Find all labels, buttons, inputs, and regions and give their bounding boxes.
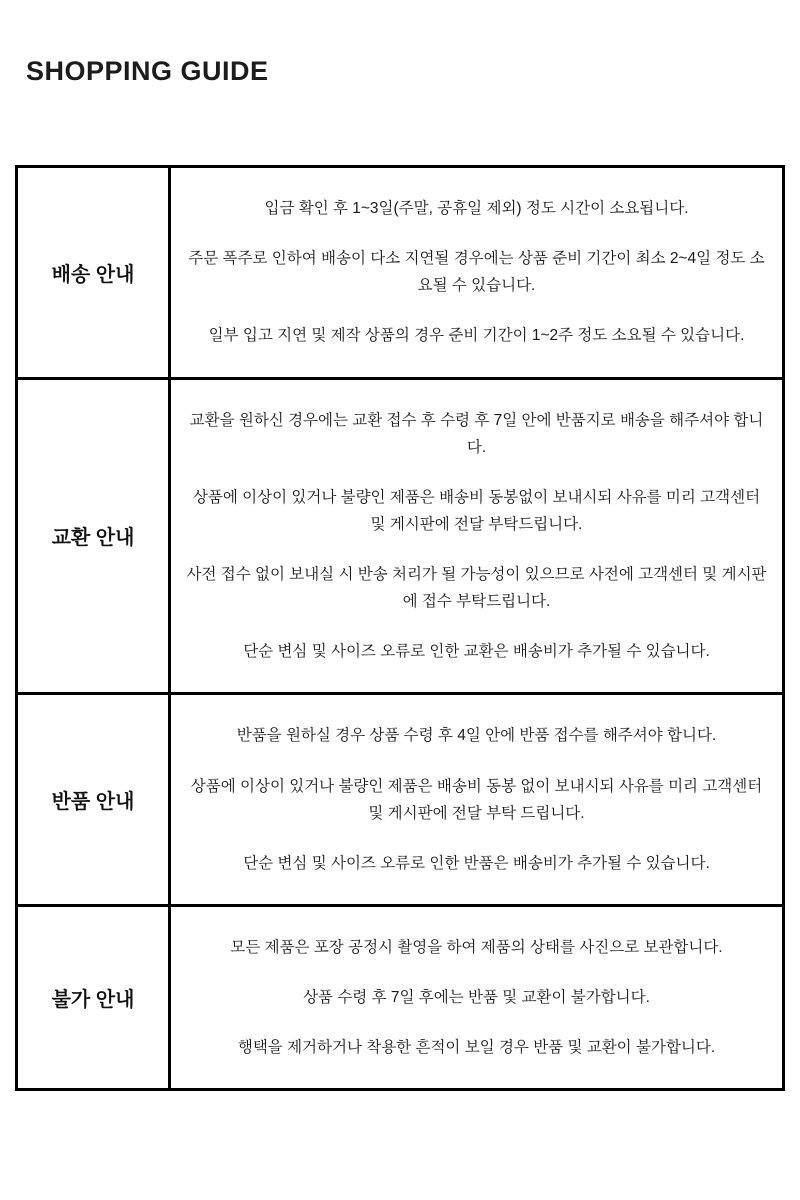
row-content-return xyxy=(170,694,784,906)
shipping-paragraph: 주문 폭주로 인하여 배송이 다소 지연될 경우에는 상품 준비 기간이 최소 2~4일 정도 소요될 수 있습니다. xyxy=(188,250,765,295)
exchange-paragraph: 단순 변심 및 사이즈 오류로 인한 교환은 배송비가 추가될 수 있습니다. xyxy=(243,643,710,661)
row-label-exchange: 교환 안내 xyxy=(17,378,170,694)
row-label-shipping: 배송 안내 xyxy=(17,167,170,379)
row-label-return: 반품 안내 xyxy=(17,694,170,906)
exchange-paragraph: 교환을 원하신 경우에는 교환 접수 후 수령 후 7일 안에 반품지로 배송을 해주셔야 합니다. xyxy=(189,411,764,456)
row-label-unable: 불가 안내 xyxy=(17,905,170,1089)
page-title: SHOPPING GUIDE xyxy=(26,56,269,86)
row-content-exchange xyxy=(170,378,784,694)
row-content-shipping xyxy=(170,167,784,379)
shopping-guide-table xyxy=(15,165,785,1091)
unable-paragraph: 상품 수령 후 7일 후에는 반품 및 교환이 불가합니다. xyxy=(303,989,650,1006)
unable-paragraph: 행택을 제거하거나 착용한 흔적이 보일 경우 반품 및 교환이 불가합니다. xyxy=(237,1039,716,1057)
shipping-paragraph: 일부 입고 지연 및 제작 상품의 경우 준비 기간이 1~2주 정도 소요될 수 있습니다. xyxy=(208,327,745,345)
table-row-return xyxy=(17,694,784,906)
table-row-shipping xyxy=(17,167,784,379)
exchange-paragraph: 사전 접수 없이 보내실 시 반송 처리가 될 가능성이 있으므로 사전에 고객센터 및 게시판에 접수 부탁드립니다. xyxy=(186,566,767,611)
table-row-exchange xyxy=(17,378,784,694)
unable-paragraph: 모든 제품은 포장 공정시 촬영을 하여 제품의 상태를 사진으로 보관합니다. xyxy=(230,938,723,956)
exchange-paragraph: 상품에 이상이 있거나 불량인 제품은 배송비 동봉없이 보내시되 사유를 미리 고객센터 및 게시판에 전달 부탁드립니다. xyxy=(192,488,761,533)
row-content-unable xyxy=(170,905,784,1089)
return-paragraph: 반품을 원하실 경우 상품 수령 후 4일 안에 반품 접수를 해주셔야 합니다. xyxy=(236,727,717,745)
shipping-paragraph: 입금 확인 후 1~3일(주말, 공휴일 제외) 정도 시간이 소요됩니다. xyxy=(264,200,689,217)
table-row-unable xyxy=(17,905,784,1089)
return-paragraph: 상품에 이상이 있거나 불량인 제품은 배송비 동봉 없이 보내시되 사유를 미리 고객센터 및 게시판에 전달 부탁 드립니다. xyxy=(190,777,763,822)
return-paragraph: 단순 변심 및 사이즈 오류로 인한 반품은 배송비가 추가될 수 있습니다. xyxy=(243,854,710,872)
